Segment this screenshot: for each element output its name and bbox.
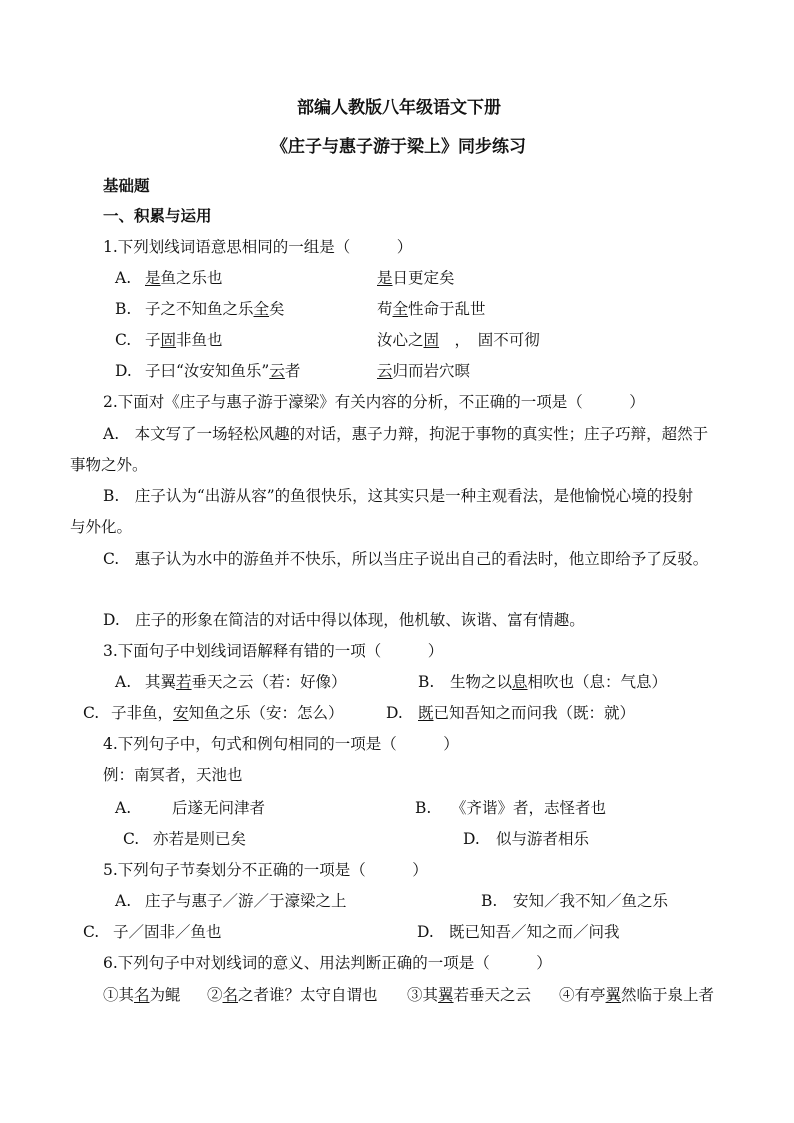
q2-option-a-line2: 事物之外。	[70, 456, 148, 474]
q1-d-left: 子曰“汝安知鱼乐”云者	[145, 362, 301, 380]
q3-c-label: C.	[83, 704, 100, 722]
q5-b-label: B.	[481, 892, 498, 910]
q4-b-label: B.	[415, 799, 432, 817]
q2-stem: 2.下面对《庄子与惠子游于濠梁》有关内容的分析，不正确的一项是（ ）	[103, 393, 645, 411]
q1-a-label: A.	[115, 269, 132, 287]
q4-c-label: C.	[123, 830, 140, 848]
q1-a-left: 是鱼之乐也	[145, 269, 223, 287]
section-basic-heading: 基础题	[103, 177, 150, 195]
q6-item-3: ③其翼若垂天之云	[407, 986, 532, 1004]
q3-d-text: 既已知吾知之而问我（既：就）	[418, 704, 636, 722]
q1-c-label: C.	[115, 331, 132, 349]
q1-stem: 1.下列划线词语意思相同的一组是（ ）	[103, 238, 413, 256]
q5-d-text: 既已知吾／知之而／问我	[449, 923, 620, 941]
q4-d-text: 似与游者相乐	[496, 830, 590, 848]
q2-option-c: C. 惠子认为水中的游鱼并不快乐，所以当庄子说出自己的看法时，他立即给予了反驳。	[103, 550, 709, 568]
section-one-heading: 一、积累与运用	[103, 207, 212, 225]
page-title: 部编人教版八年级语文下册	[297, 98, 501, 118]
q3-b-label: B.	[418, 673, 435, 691]
q4-example: 例：南冥者，天池也	[103, 766, 243, 784]
q4-b-text: 《齐谐》者，志怪者也	[451, 799, 607, 817]
q2-option-d: D. 庄子的形象在简洁的对话中得以体现，他机敏、诙谐、富有情趣。	[103, 611, 585, 629]
q1-b-label: B.	[115, 300, 132, 318]
q5-a-label: A.	[115, 892, 132, 910]
q3-a-label: A.	[115, 673, 132, 691]
q1-c-left: 子固非鱼也	[145, 331, 223, 349]
page-subtitle: 《庄子与惠子游于梁上》同步练习	[271, 137, 526, 157]
q4-a-text: 后遂无问津者	[172, 799, 266, 817]
q1-b-left: 子之不知鱼之乐全矣	[145, 300, 285, 318]
q1-d-label: D.	[115, 362, 132, 380]
q3-c-text: 子非鱼，安知鱼之乐（安：怎么）	[111, 704, 344, 722]
q6-stem: 6.下列句子中对划线词的意义、用法判断正确的一项是（ ）	[103, 954, 552, 972]
q4-stem: 4.下列句子中，句式和例句相同的一项是（ ）	[103, 735, 459, 753]
q5-c-label: C.	[83, 923, 100, 941]
q3-b-text: 生物之以息相吹也（息：气息）	[450, 673, 668, 691]
q5-c-text: 子／固非／鱼也	[113, 923, 222, 941]
q3-d-label: D.	[386, 704, 403, 722]
q1-b-right: 苟全性命于乱世	[377, 300, 486, 318]
q5-a-text: 庄子与惠子／游／于濠梁之上	[145, 892, 347, 910]
q6-item-2: ②名之者谁？太守自谓也	[207, 986, 378, 1004]
q5-d-label: D.	[417, 923, 434, 941]
q4-d-label: D.	[463, 830, 480, 848]
q5-b-text: 安知／我不知／鱼之乐	[513, 892, 669, 910]
q1-c-right: 汝心之固 ， 固不可彻	[377, 331, 540, 349]
q5-stem: 5.下列句子节奏划分不正确的一项是（ ）	[103, 861, 428, 879]
q1-d-right: 云归而岩穴暝	[377, 362, 471, 380]
q6-item-1: ①其名为鲲	[103, 986, 181, 1004]
q3-a-text: 其翼若垂天之云（若：好像）	[145, 673, 347, 691]
q3-stem: 3.下面句子中划线词语解释有错的一项（ ）	[103, 642, 444, 660]
q4-c-text: 亦若是则已矣	[153, 830, 247, 848]
q4-a-label: A.	[115, 799, 132, 817]
q1-a-right: 是日更定矣	[377, 269, 455, 287]
q2-option-b-line2: 与外化。	[70, 518, 133, 536]
q2-option-a-line1: A. 本文写了一场轻松风趣的对话，惠子力辩，拘泥于事物的真实性；庄子巧辩，超然于	[103, 425, 709, 443]
q6-item-4: ④有亭翼然临于泉上者	[559, 986, 715, 1004]
q2-option-b-line1: B. 庄子认为“出游从容”的鱼很快乐，这其实只是一种主观看法，是他愉悦心境的投射	[103, 487, 694, 505]
